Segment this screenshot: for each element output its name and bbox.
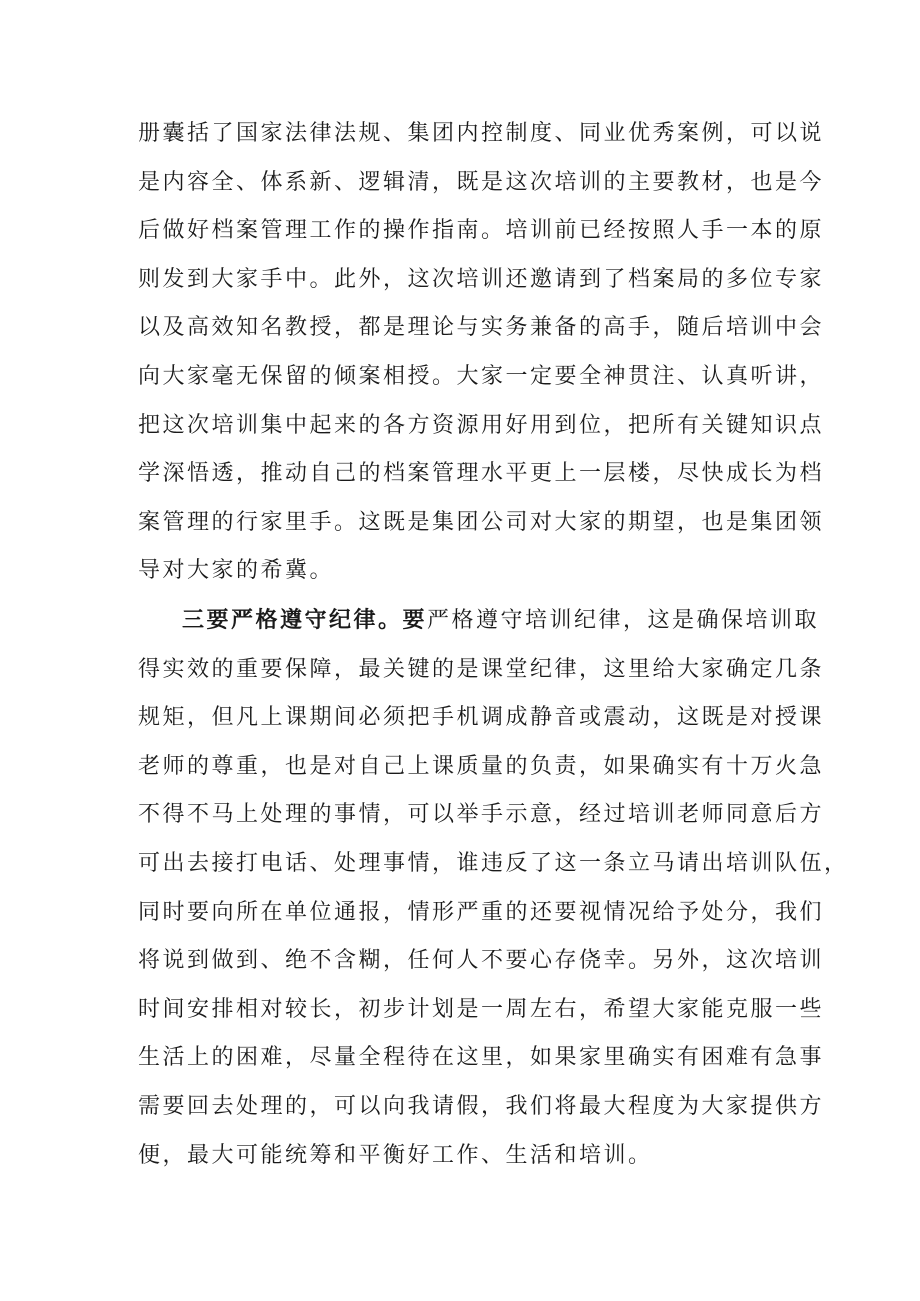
paragraph-line: 时间安排相对较长，初步计划是一周左右，希望大家能克服一些 bbox=[138, 996, 825, 1022]
paragraph-line: 得实效的重要保障，最关键的是课堂纪律，这里给大家确定几条 bbox=[138, 656, 825, 682]
paragraph-line: 规矩，但凡上课期间必须把手机调成静音或震动，这既是对授课 bbox=[138, 705, 825, 731]
paragraph-line: 册囊括了国家法律法规、集团内控制度、同业优秀案例，可以说 bbox=[138, 121, 825, 146]
paragraph-line: 生活上的困难，尽量全程待在这里，如果家里确实有困难有急事 bbox=[138, 1045, 825, 1071]
paragraph-line: 后做好档案管理工作的操作指南。培训前已经按照人手一本的原 bbox=[138, 218, 825, 244]
paragraph-line: 老师的尊重，也是对自己上课质量的负责，如果确实有十万火急 bbox=[138, 753, 825, 779]
paragraph-line: 需要回去处理的，可以向我请假，我们将最大程度为大家提供方 bbox=[138, 1093, 825, 1119]
paragraph-line: 同时要向所在单位通报，情形严重的还要视情况给予处分，我们 bbox=[138, 899, 825, 925]
paragraph-line: 导对大家的希冀。 bbox=[138, 558, 335, 584]
paragraph-line: 案管理的行家里手。这既是集团公司对大家的期望，也是集团领 bbox=[138, 509, 825, 535]
paragraph-first-line bbox=[138, 597, 820, 646]
section-heading: 三要严格遵守纪律。要 bbox=[182, 608, 428, 633]
paragraph-line: 向大家毫无保留的倾案相授。大家一定要全神贯注、认真听讲， bbox=[138, 363, 825, 389]
paragraph-line: 可出去接打电话、处理事情，谁违反了这一条立马请出培训队伍， bbox=[138, 850, 849, 876]
paragraph-line: 是内容全、体系新、逻辑清，既是这次培训的主要教材，也是今 bbox=[138, 169, 825, 195]
paragraph-line: 以及高效知名教授，都是理论与实务兼备的高手，随后培训中会 bbox=[138, 315, 825, 341]
paragraph-line: 不得不马上处理的事情，可以举手示意，经过培训老师同意后方 bbox=[138, 802, 825, 828]
paragraph-line: 则发到大家手中。此外，这次培训还邀请到了档案局的多位专家 bbox=[138, 266, 825, 292]
paragraph-line: 学深悟透，推动自己的档案管理水平更上一层楼，尽快成长为档 bbox=[138, 461, 825, 487]
paragraph-line: 将说到做到、绝不含糊，任何人不要心存侥幸。另外，这次培训 bbox=[138, 948, 825, 974]
paragraph-line: 便，最大可能统筹和平衡好工作、生活和培训。 bbox=[138, 1142, 653, 1168]
paragraph-line-text: 严格遵守培训纪律，这是确保培训取 bbox=[427, 608, 820, 633]
paragraph-2 bbox=[138, 597, 849, 1180]
paragraph-1 bbox=[138, 110, 825, 596]
paragraph-line: 把这次培训集中起来的各方资源用好用到位，把所有关键知识点 bbox=[138, 412, 825, 438]
